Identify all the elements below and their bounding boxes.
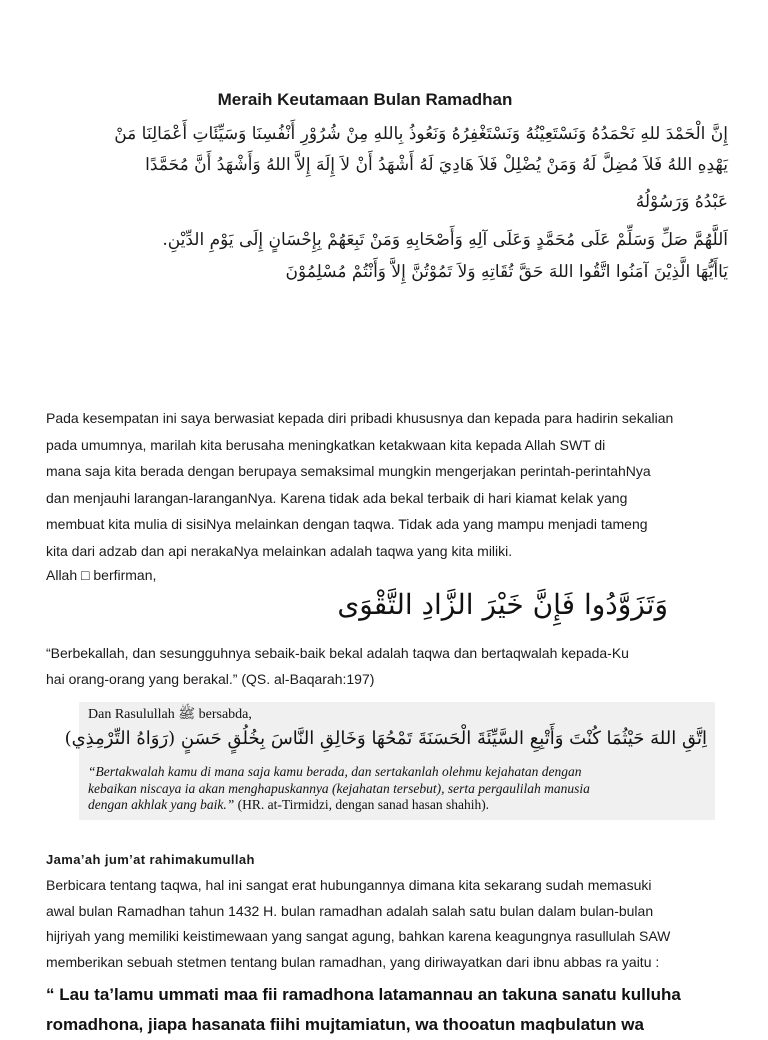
hadith-arabic: اِتَّقِ اللهَ حَيْثُمَا كُنْتَ وَأَتْبِعِ السَّيِّئَةَ الْحَسَنَةَ تَمْحُهَا وَخَالِقِ النَّاسَ بِخُلُقٍ حَسَنٍ (رَوَاهُ التِّرْمِذِي) — [64, 728, 707, 749]
paragraph-line: memberikan sebuah stetmen tentang bulan ramadhan, yang diriwayatkan dari ibnu abbas ra yaitu : — [46, 953, 660, 970]
paragraph-line: kita dari adzab dan api nerakaNya melainkan adalah taqwa yang kita miliki. — [46, 542, 513, 559]
document-title: Meraih Keutamaan Bulan Ramadhan — [217, 90, 513, 109]
hadith-translation-line: dengan akhlak yang baik.” — [88, 797, 235, 812]
paragraph-line: awal bulan Ramadhan tahun 1432 H. bulan ramadhan adalah salah satu bulan dalam bulan-bulan — [46, 902, 654, 919]
quote-line: romadhona, jiapa hasanata fiihi mujtamiatun, wa thooatun maqbulatun wa — [46, 1015, 644, 1034]
intro-paragraph — [46, 405, 736, 586]
hadith-translation-line: kebaikan niscaya ia akan menghapuskannya (kejahatan tersebut), serta pergaulilah manusia — [88, 780, 590, 796]
hadith-intro: Dan Rasulullah ﷺ bersabda, — [88, 707, 252, 722]
opening-arabic-line-5: يَاأَيُّهَا الَّذِيْنَ آمَنُوا اتَّقُوا اللهَ حَقَّ تُقَاتِهِ وَلاَ تَمُوْتُنَّ إِلاَّ وَأَنْتُمْ مُسْلِمُوْنَ — [285, 262, 728, 282]
opening-arabic-line-2: يَهْدِهِ اللهُ فَلاَ مُضِلَّ لَهُ وَمَنْ يُضْلِلْ فَلاَ هَادِيَ لَهُ أَشْهَدُ أَنْ لاَ إِلَهَ إِلاَّ اللهُ وَأَشْهَدُ أَنَّ مُحَمَّدًا — [145, 155, 728, 175]
paragraph-line: Allah □ berfirman, — [46, 567, 157, 583]
quote-line: “ Lau ta’lamu ummati maa fii ramadhona latamannau an takuna sanatu kulluha — [46, 985, 681, 1004]
paragraph-line: dan menjauhi larangan-laranganNya. Karena tidak ada bekal terbaik di hari kiamat kelak yang — [46, 489, 628, 506]
paragraph-line: Berbicara tentang taqwa, hal ini sangat erat hubungannya dimana kita sekarang sudah memasuki — [46, 877, 652, 893]
opening-arabic-line-4: اَللَّهُمَّ صَلِّ وَسَلِّمْ عَلَى مُحَمَّدٍ وَعَلَى آلِهِ وَأَصْحَابِهِ وَمَنْ تَبِعَهُمْ بِإِحْسَانٍ إِلَى يَوْمِ الدِّيْنِ. — [162, 230, 728, 250]
paragraph-line: membuat kita mulia di sisiNya melainkan dengan taqwa. Tidak ada yang mampu menjadi tameng — [46, 516, 648, 532]
paragraph-line: hijriyah yang memiliki keistimewaan yang sangat agung, bahkan karena keagungnya rasullulah SAW — [46, 928, 671, 944]
translation-line: “Berbekallah, dan sesungguhnya sebaik-baik bekal adalah taqwa dan bertaqwalah kepada-Ku — [46, 645, 629, 661]
hadith-translation-line: “Bertakwalah kamu di mana saja kamu berada, dan sertakanlah olehmu kejahatan dengan — [88, 764, 582, 779]
verse-translation — [46, 640, 629, 692]
opening-arabic-line-3: عَبْدُهُ وَرَسُوْلُهُ — [635, 192, 728, 212]
translation-line: hai orang-orang yang berakal.” (QS. al-Baqarah:197) — [46, 671, 375, 687]
hadith-box — [64, 702, 715, 820]
body-paragraph — [46, 873, 670, 975]
section-subheading: Jama’ah jum’at rahimakumullah — [46, 852, 255, 867]
opening-arabic-line-1: إِنَّ الْحَمْدَ للهِ نَحْمَدُهُ وَنَسْتَعِيْنُهُ وَنَسْتَغْفِرُهُ وَنَعُوذُ بِاللهِ مِنْ شُرُوْرِ أَنْفُسِنَا وَسَيِّئَاتِ أَعْمَالِنَا مَنْ — [114, 124, 728, 144]
hadith-quote-bold — [46, 980, 681, 1040]
quran-verse-arabic: وَتَزَوَّدُوا فَإِنَّ خَيْرَ الزَّادِ التَّقْوَى — [337, 588, 668, 621]
hadith-translation — [88, 764, 590, 814]
hadith-source: (HR. at-Tirmidzi, dengan sanad hasan shahih). — [234, 797, 490, 812]
paragraph-line: mana saja kita berada dengan berupaya semaksimal mungkin mengerjakan perintah-perintahNya — [46, 463, 651, 479]
paragraph-line: Pada kesempatan ini saya berwasiat kepada diri pribadi khususnya dan kepada para hadirin sekalian — [46, 410, 674, 426]
paragraph-line: pada umumnya, marilah kita berusaha meningkatkan ketakwaan kita kepada Allah SWT di — [46, 436, 606, 453]
